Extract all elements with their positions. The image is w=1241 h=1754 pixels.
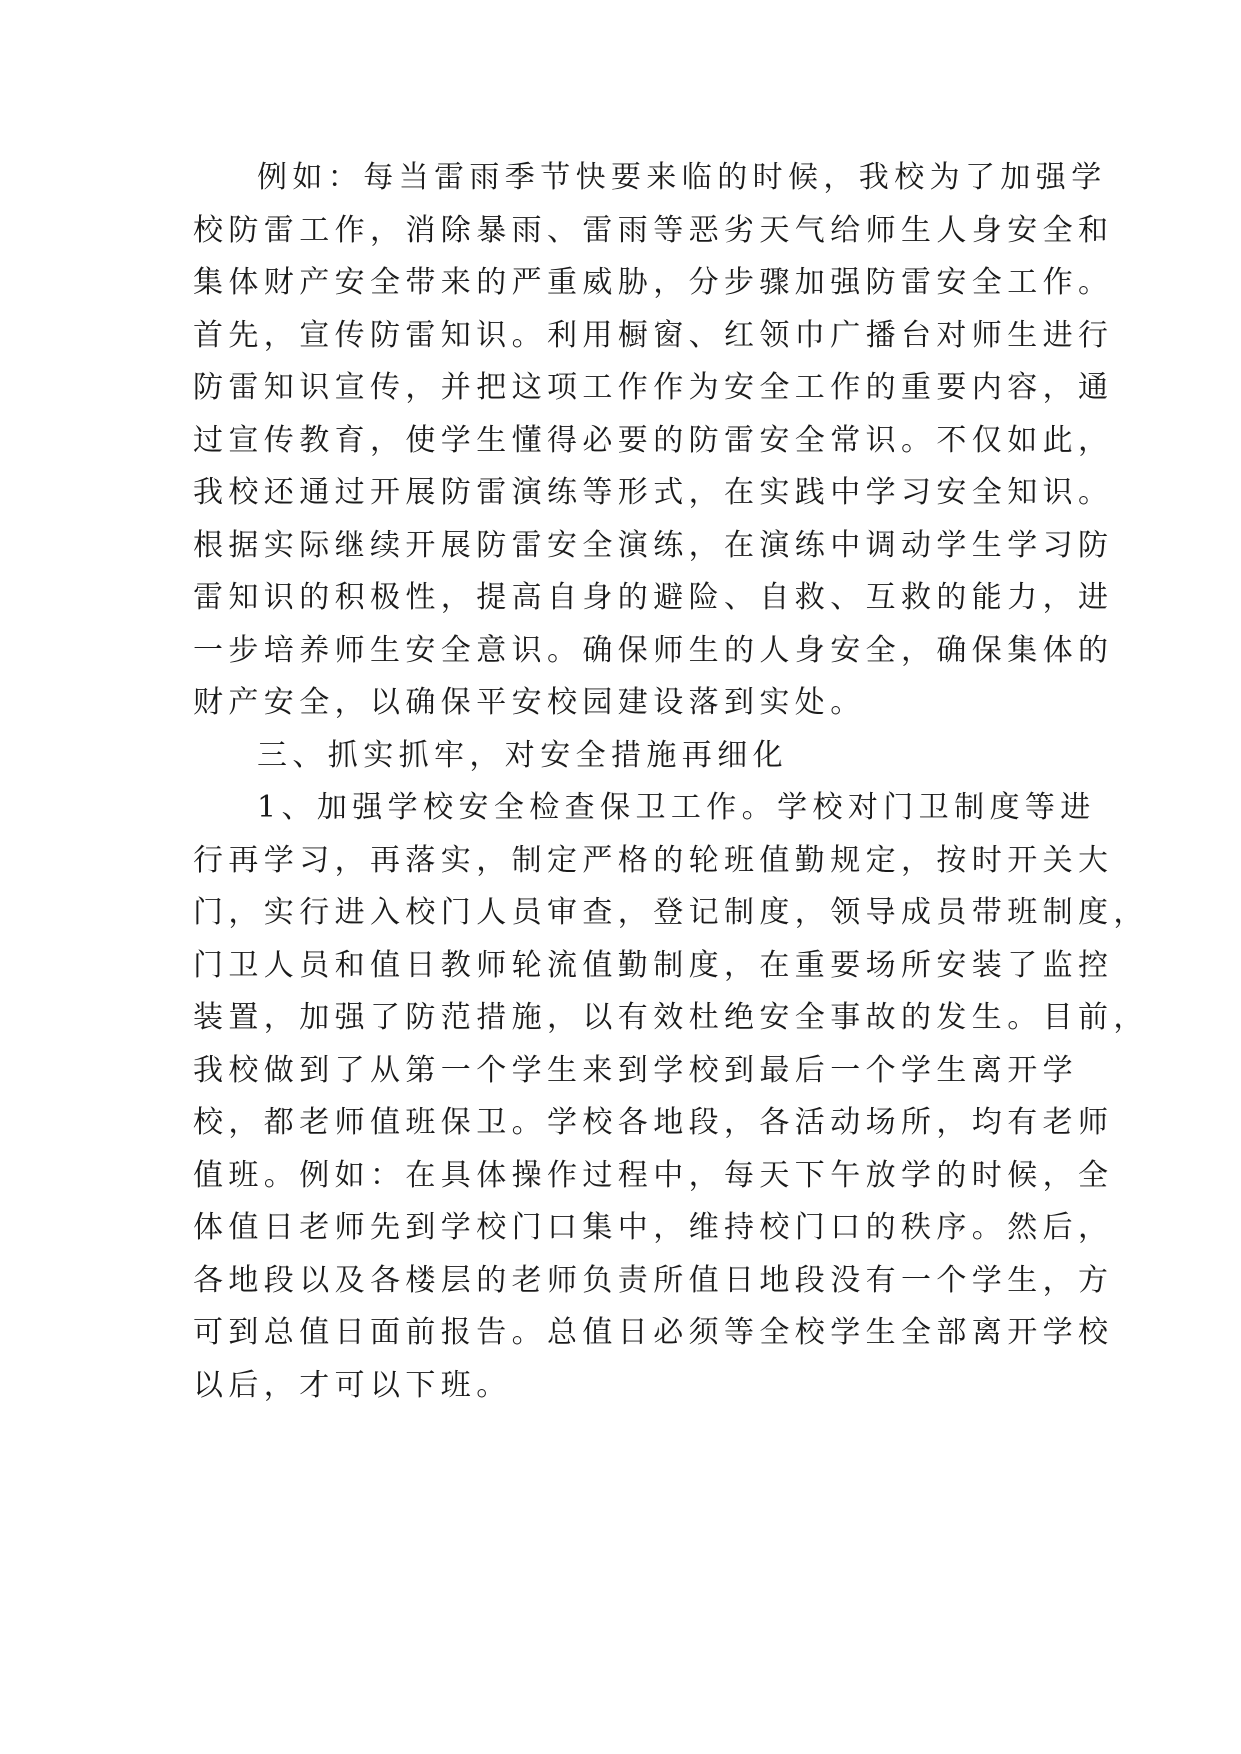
text-line: 门，实行进入校门人员审查，登记制度，领导成员带班制度， xyxy=(193,895,1149,930)
text-line: 校防雷工作，消除暴雨、雷雨等恶劣天气给师生人身安全和 xyxy=(193,212,1114,248)
section-heading: 三、抓实抓牢，对安全措施再细化 xyxy=(257,737,788,773)
text-line: 1、加强学校安全检查保卫工作。学校对门卫制度等进 xyxy=(257,790,1096,825)
text-line: 例如：每当雷雨季节快要来临的时候，我校为了加强学 xyxy=(257,160,1107,195)
text-line: 一步培养师生安全意识。确保师生的人身安全，确保集体的 xyxy=(193,632,1114,668)
text-line: 可到总值日面前报告。总值日必须等全校学生全部离开学校 xyxy=(193,1315,1114,1350)
text-line: 我校做到了从第一个学生来到学校到最后一个学生离开学 xyxy=(193,1052,1078,1088)
text-line: 防雷知识宣传，并把这项工作作为安全工作的重要内容，通 xyxy=(193,370,1114,405)
text-line: 值班。例如：在具体操作过程中，每天下午放学的时候，全 xyxy=(193,1157,1114,1193)
text-line: 装置，加强了防范措施，以有效杜绝安全事故的发生。目前， xyxy=(193,1000,1149,1035)
text-line: 雷知识的积极性，提高自身的避险、自救、互救的能力，进 xyxy=(193,580,1114,615)
text-line: 校，都老师值班保卫。学校各地段，各活动场所，均有老师 xyxy=(193,1105,1114,1140)
document-body xyxy=(193,152,1149,1412)
text-line: 首先，宣传防雷知识。利用橱窗、红领巾广播台对师生进行 xyxy=(193,317,1114,353)
text-line: 我校还通过开展防雷演练等形式，在实践中学习安全知识。 xyxy=(193,475,1114,510)
text-line: 体值日老师先到学校门口集中，维持校门口的秩序。然后， xyxy=(193,1210,1114,1245)
text-line: 集体财产安全带来的严重威胁，分步骤加强防雷安全工作。 xyxy=(193,265,1114,300)
text-line: 行再学习，再落实，制定严格的轮班值勤规定，按时开关大 xyxy=(193,842,1114,878)
text-line: 各地段以及各楼层的老师负责所值日地段没有一个学生，方 xyxy=(193,1262,1114,1298)
text-line: 财产安全，以确保平安校园建设落到实处。 xyxy=(193,685,866,720)
text-line: 根据实际继续开展防雷安全演练，在演练中调动学生学习防 xyxy=(193,527,1114,563)
text-line: 以后，才可以下班。 xyxy=(193,1367,512,1403)
text-line: 门卫人员和值日教师轮流值勤制度，在重要场所安装了监控 xyxy=(193,947,1114,983)
text-line: 过宣传教育，使学生懂得必要的防雷安全常识。不仅如此， xyxy=(193,422,1114,458)
